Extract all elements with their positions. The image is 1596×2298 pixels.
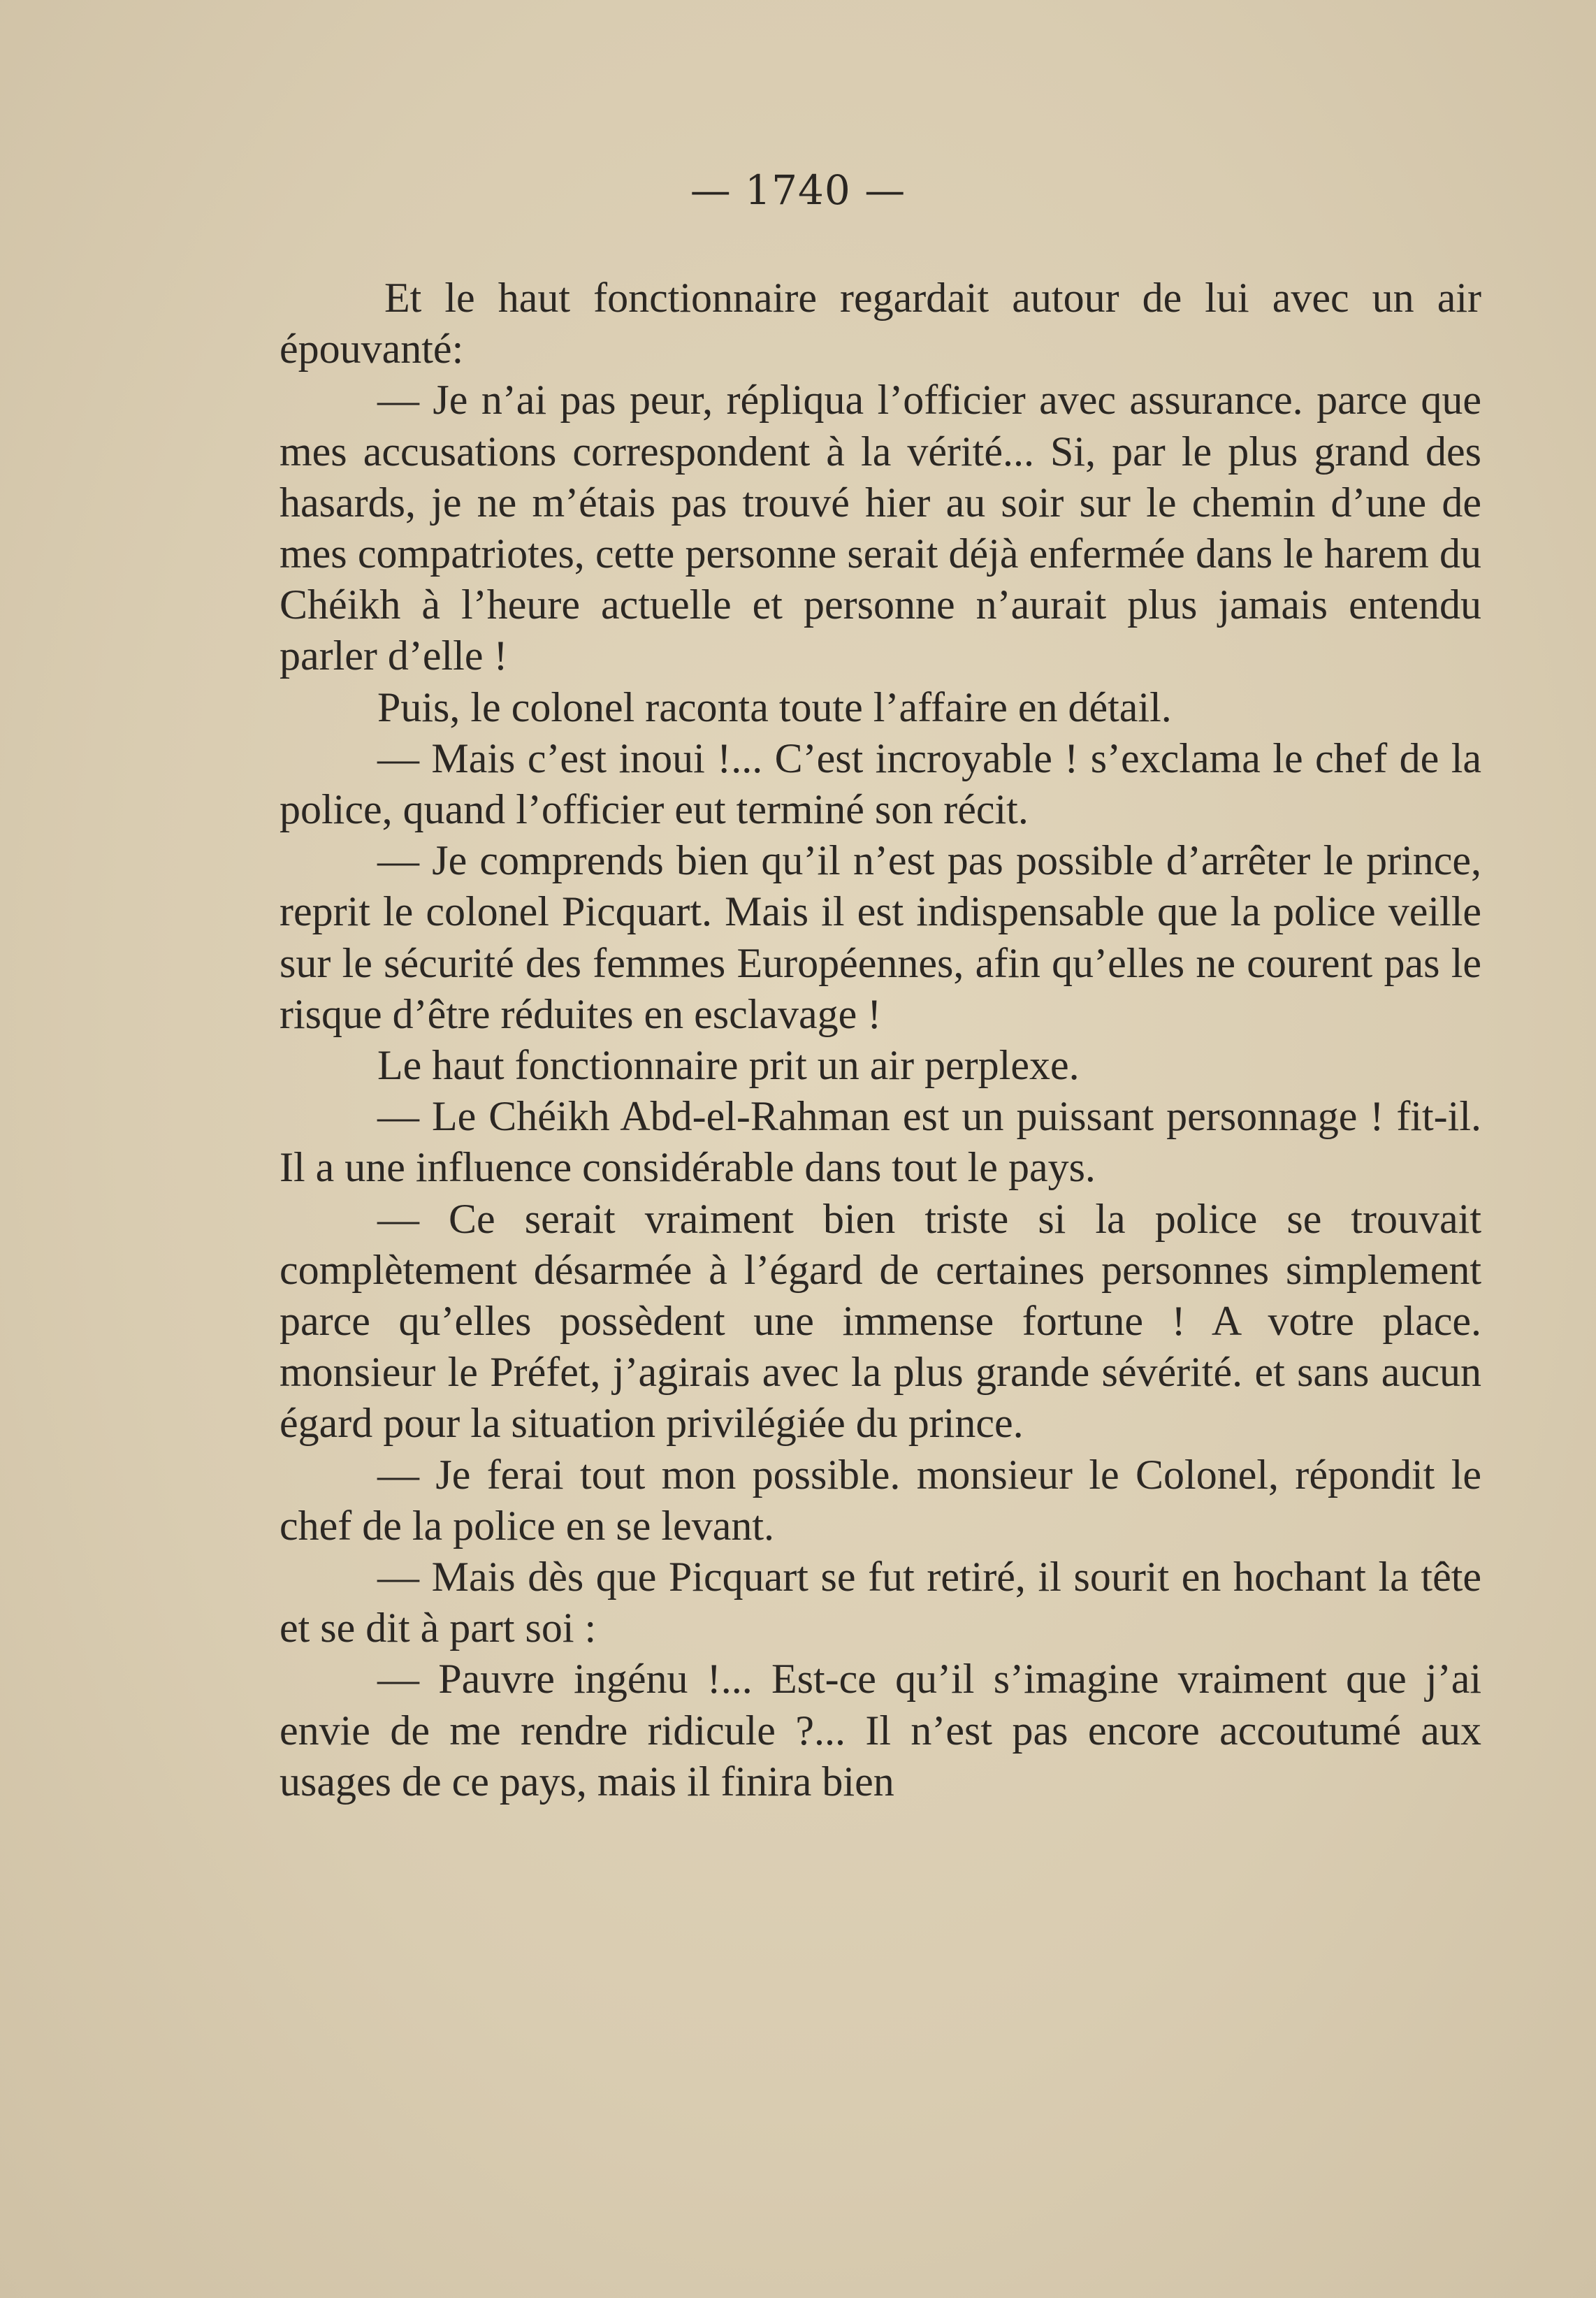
body-text [280,273,1481,1807]
paragraph-11: — Pauvre ingénu !... Est-ce qu’il s’imagine vraiment que j’ai envie de me rendre ridicule ?... Il n’est pas encore accoutumé aux usages de ce pays, mais il finira bien [280,1656,1481,1805]
paragraph-5: — Je comprends bien qu’il n’est pas possible d’arrêter le prince, reprit le colonel Picquart. Mais il est indispensable que la police veille sur le sécurité des femmes Européennes, afin qu’elles ne courent pas le risque d’être réduites en esclavage ! [280,837,1481,1037]
paragraph-10: — Mais dès que Picquart se fut retiré, il sourit en hochant la tête et se dit à part soi : [280,1554,1481,1652]
paragraph-9: — Je ferai tout mon possible. monsieur le Colonel, répondit le chef de la police en se levant. [280,1451,1481,1549]
paragraph-6: Le haut fonctionnaire prit un air perplexe. [377,1042,1080,1089]
paragraph-8: — Ce serait vraiment bien triste si la police se trouvait complètement désarmée à l’égard de certaines personnes simplement parce qu’elles possèdent une immense fortune ! A votre place. monsieur le Préfet, j’agirais avec la plus grande sévérité. et sans aucun égard pour la situation privilégiée du prince. [280,1195,1481,1447]
paragraph-4: — Mais c’est inoui !... C’est incroyable ! s’exclama le chef de la police, quand l’officier eut terminé son récit. [280,735,1481,833]
paragraph-1: Et le haut fonctionnaire regardait autour de lui avec un air épouvanté: [280,275,1481,373]
paragraph-2: — Je n’ai pas peur, répliqua l’officier avec assurance. parce que mes accusations correspondent à la vérité... Si, par le plus grand des hasards, je ne m’étais pas trouvé hier au soir sur le chemin d’une de mes compatriotes, cette personne serait déjà enfermée dans le harem du Chéikh à l’heure actuelle et personne n’aurait plus jamais entendu parler d’elle ! [280,377,1481,679]
page-number: — 1740 — [690,166,906,214]
paragraph-7: — Le Chéikh Abd-el-Rahman est un puissant personnage ! fit-il. Il a une influence considérable dans tout le pays. [280,1093,1481,1191]
paragraph-3: Puis, le colonel raconta toute l’affaire en détail. [377,684,1172,730]
